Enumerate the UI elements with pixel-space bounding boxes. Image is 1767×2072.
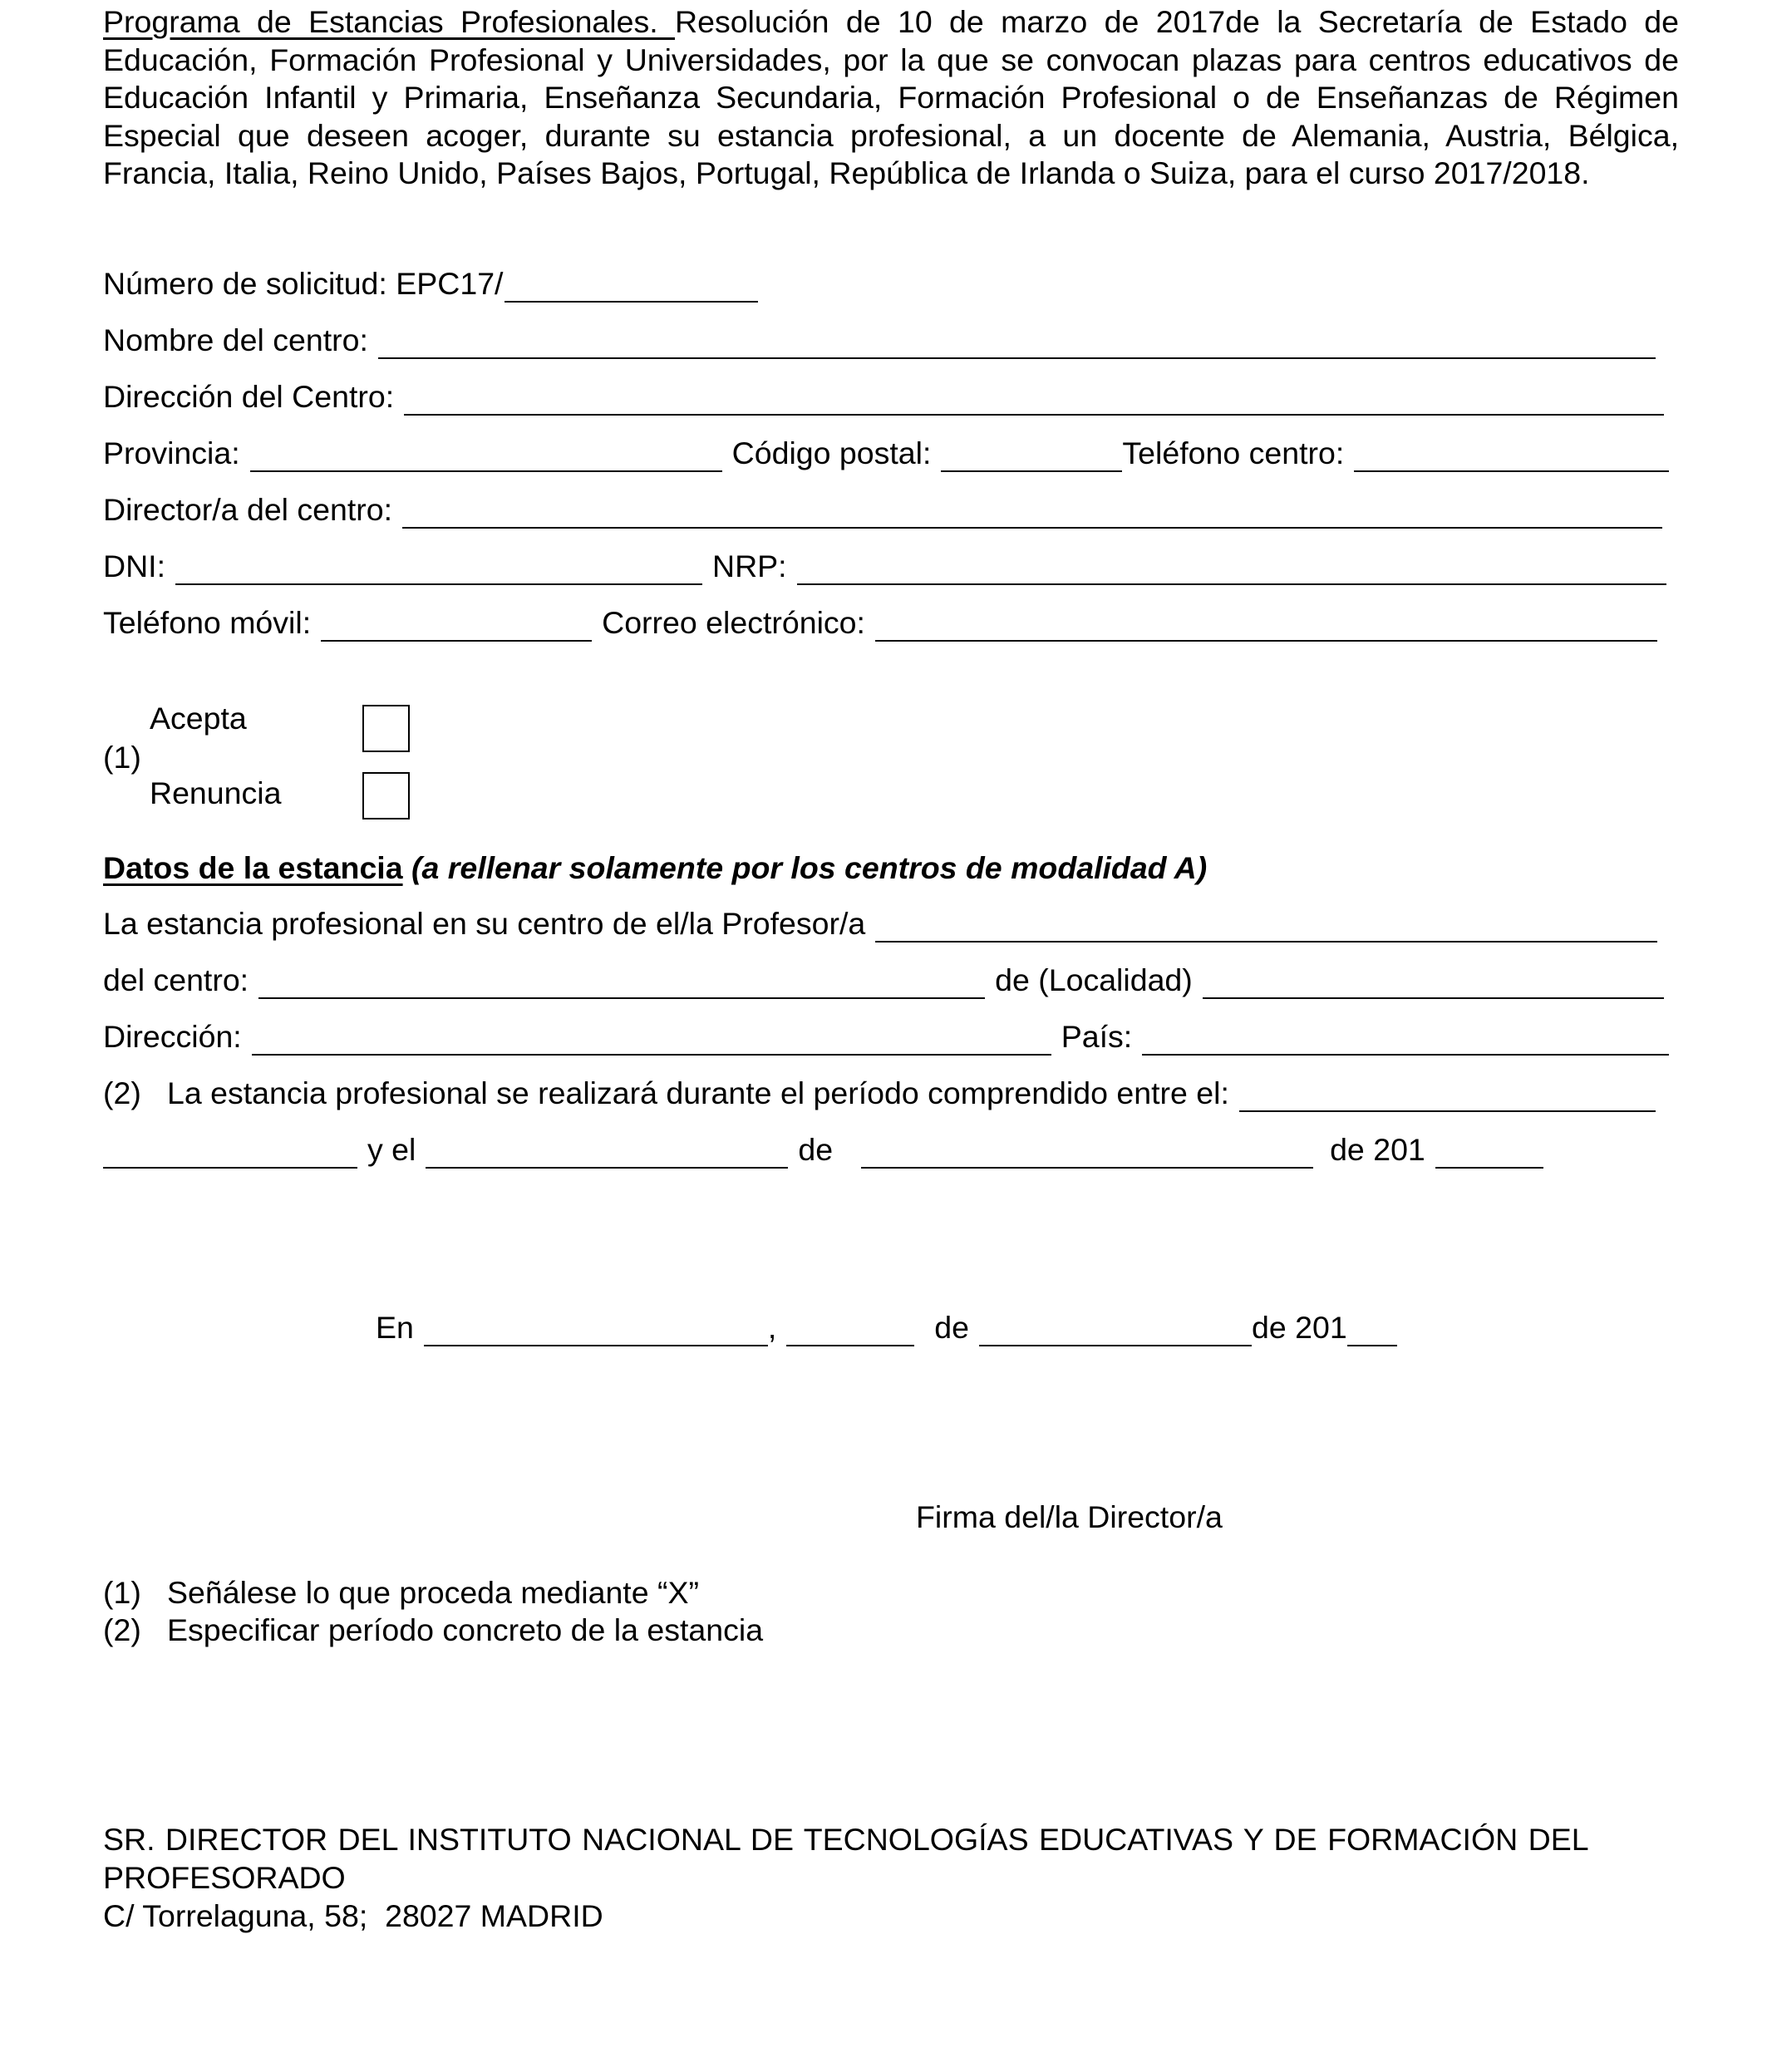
dni-field[interactable] <box>175 583 702 585</box>
correo-field[interactable] <box>875 640 1657 642</box>
del-centro-label: del centro: <box>103 962 249 997</box>
telefono-centro-field[interactable] <box>1354 470 1669 472</box>
estancia-heading-row <box>103 850 1679 888</box>
nrp-label: NRP: <box>712 549 787 583</box>
periodo-day-start-field[interactable] <box>103 1167 357 1169</box>
recipient-line-3: C/ Torrelaguna, 58; 28027 MADRID <box>103 1898 603 1933</box>
recipient-line-1 <box>103 1820 1679 1858</box>
nombre-label: Nombre del centro: <box>103 322 368 357</box>
profesor-row <box>103 906 1667 944</box>
lugar-fecha-row <box>376 1310 1456 1348</box>
dni-label: DNI: <box>103 549 165 583</box>
periodo-label: La estancia profesional se realizará durante el período comprendido entre el: <box>167 1075 1229 1110</box>
movil-row <box>103 605 1667 643</box>
mes-field[interactable] <box>979 1345 1252 1346</box>
periodo-year-field[interactable] <box>1435 1167 1543 1169</box>
periodo-start-field[interactable] <box>1239 1110 1656 1112</box>
correo-label: Correo electrónico: <box>602 605 865 640</box>
director-field[interactable] <box>402 527 1662 529</box>
profesor-label: La estancia profesional en su centro de el/la Profesor/a <box>103 906 866 941</box>
nombre-field[interactable] <box>378 357 1656 359</box>
dni-row <box>103 549 1676 587</box>
footnote-1-text: Señálese lo que proceda mediante “X” <box>167 1575 699 1610</box>
periodo-de-201-label: de 201 <box>1330 1132 1425 1167</box>
director-label: Director/a del centro: <box>103 492 393 527</box>
direccion-field[interactable] <box>404 414 1664 416</box>
provincia-row <box>103 436 1679 474</box>
cp-label: Código postal: <box>731 436 932 470</box>
lugar-field[interactable] <box>424 1345 768 1346</box>
cp-field[interactable] <box>941 470 1122 472</box>
periodo-end-field[interactable] <box>426 1167 788 1169</box>
provincia-label: Provincia: <box>103 436 240 470</box>
acepta-label: Acepta <box>150 701 247 736</box>
localidad-field[interactable] <box>1203 997 1664 999</box>
comma: , <box>767 1310 777 1345</box>
recipient-line-1-text: SR. DIRECTOR DEL INSTITUTO NACIONAL DE TECNOLOGÍAS EDUCATIVAS Y DE FORMACIÓN DEL <box>103 1822 1589 1857</box>
solicitud-field[interactable] <box>505 301 758 303</box>
localidad-label: de (Localidad) <box>995 962 1193 997</box>
nombre-row <box>103 322 1666 361</box>
solicitud-row <box>103 266 1679 304</box>
program-title: Programa de Estancias Profesionales. <box>103 4 676 39</box>
director-row <box>103 492 1672 530</box>
provincia-field[interactable] <box>250 470 722 472</box>
renuncia-checkbox[interactable] <box>362 772 410 819</box>
estancia-note: (a rellenar solamente por los centros de modalidad A) <box>402 850 1208 885</box>
footnote-2-marker: (2) <box>103 1612 141 1647</box>
periodo-de-label: de <box>798 1132 834 1167</box>
fecha-de-201-label: de 201 <box>1252 1310 1347 1345</box>
telefono-centro-label: Teléfono centro: <box>1122 436 1345 470</box>
direccion-row <box>103 379 1674 417</box>
footnote-1-marker: (1) <box>103 1575 141 1610</box>
movil-field[interactable] <box>321 640 592 642</box>
intro-text: Resolución de 10 de marzo de 2017de la Secretaría de Estado de Educación, Formación Profesional y Universidades, por la que se convocan plazas para centros educativos de Educación Infantil y Primaria, Enseñanza Secundaria, Formación Profesional o de Enseñanzas de Régimen Especial que deseen acoger, durante su estancia profesional, a un docente de Alemania, Austria, Bélgica, Francia, Italia, Reino Unido, Países Bajos, Portugal, República de Irlanda o Suiza, para el curso 2017/2018. <box>103 4 1680 190</box>
periodo-row-2 <box>103 1132 1679 1170</box>
solicitud-label: Número de solicitud: EPC17/ <box>103 266 504 301</box>
y-el-label: y el <box>367 1132 416 1167</box>
del-centro-field[interactable] <box>258 997 985 999</box>
profesor-field[interactable] <box>875 941 1657 942</box>
estancia-direccion-row <box>103 1019 1679 1057</box>
direccion-label: Dirección del Centro: <box>103 379 395 414</box>
movil-label: Teléfono móvil: <box>103 605 312 640</box>
periodo-marker: (2) <box>103 1075 141 1110</box>
pais-field[interactable] <box>1142 1054 1669 1056</box>
pais-label: País: <box>1061 1019 1133 1054</box>
estancia-direccion-label: Dirección: <box>103 1019 242 1054</box>
en-label: En <box>376 1310 414 1345</box>
nrp-field[interactable] <box>797 583 1666 585</box>
choice-note-marker: (1) <box>103 740 141 775</box>
intro-paragraph <box>103 3 1679 193</box>
periodo-month-field[interactable] <box>861 1167 1313 1169</box>
dia-field[interactable] <box>786 1345 914 1346</box>
recipient-line-2: PROFESORADO <box>103 1860 346 1895</box>
estancia-heading: Datos de la estancia <box>103 850 403 885</box>
renuncia-label: Renuncia <box>150 775 282 810</box>
footnote-2-text: Especificar período concreto de la estancia <box>167 1612 764 1647</box>
estancia-direccion-field[interactable] <box>252 1054 1051 1056</box>
anio-field[interactable] <box>1347 1345 1397 1346</box>
recipient-block <box>103 1820 1679 1935</box>
del-centro-row <box>103 962 1674 1001</box>
periodo-row <box>103 1075 1666 1114</box>
acepta-checkbox[interactable] <box>362 705 410 752</box>
firma-label: Firma del/la Director/a <box>916 1499 1223 1534</box>
fecha-de-label: de <box>934 1310 970 1345</box>
